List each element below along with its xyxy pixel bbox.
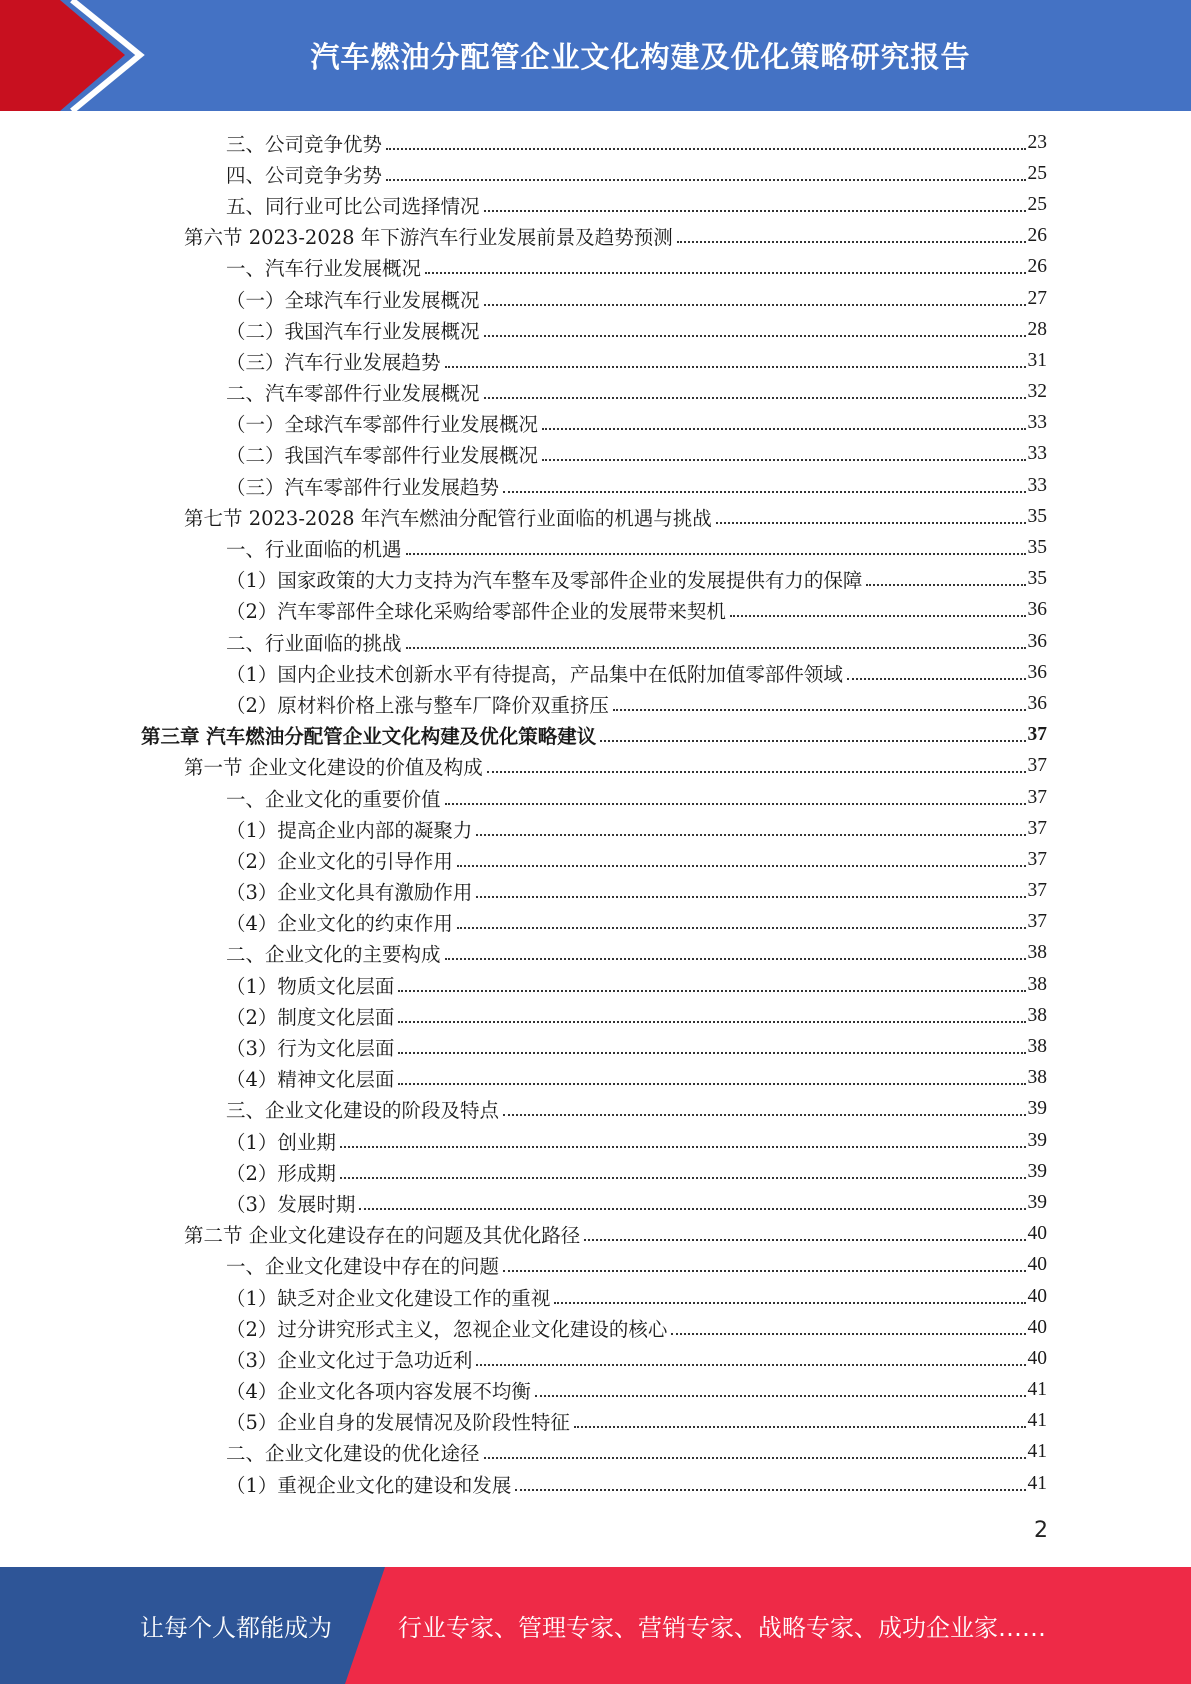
toc-entry-page: 41 (1027, 1410, 1047, 1432)
toc-entry[interactable] (226, 532, 1047, 563)
toc-dot-leader (503, 1114, 1025, 1116)
toc-entry-label: （2）形成期 (226, 1161, 336, 1185)
page-number: 2 (1034, 1518, 1048, 1543)
toc-entry-label: 五、同行业可比公司选择情况 (226, 194, 480, 218)
toc-dot-leader (445, 366, 1026, 368)
toc-dot-leader (406, 553, 1026, 555)
toc-entry-page: 39 (1027, 1160, 1047, 1182)
toc-entry-label: （三）汽车零部件行业发展趋势 (226, 475, 500, 499)
toc-entry-page: 38 (1027, 1036, 1047, 1058)
toc-dot-leader (484, 397, 1026, 399)
toc-dot-leader (406, 647, 1026, 649)
toc-entry-page: 41 (1027, 1379, 1047, 1401)
toc-entry-label: 二、企业文化建设的优化途径 (226, 1442, 480, 1466)
toc-dot-leader (425, 272, 1025, 274)
toc-entry-label: （一）全球汽车零部件行业发展概况 (226, 413, 539, 437)
toc-dot-leader (398, 1021, 1025, 1023)
toc-dot-leader (613, 709, 1026, 711)
toc-entry-page: 39 (1027, 1129, 1047, 1151)
toc-entry-label: （二）我国汽车零部件行业发展概况 (226, 444, 539, 468)
toc-dot-leader (476, 896, 1025, 898)
toc-entry[interactable] (184, 1219, 1047, 1250)
toc-entry-page: 40 (1027, 1347, 1047, 1369)
toc-entry[interactable] (226, 252, 1047, 283)
toc-entry-label: （1）物质文化层面 (226, 974, 395, 998)
toc-entry[interactable] (184, 221, 1047, 252)
toc-dot-leader (398, 990, 1025, 992)
toc-dot-leader (484, 1457, 1026, 1459)
toc-entry-label: 一、汽车行业发展概况 (226, 257, 422, 281)
toc-dot-leader (476, 1364, 1025, 1366)
toc-entry[interactable] (226, 1156, 1047, 1187)
footer-slogan-left: 让每个人都能成为 (140, 1614, 332, 1642)
toc-dot-leader (503, 1270, 1025, 1272)
toc-entry-page: 28 (1027, 318, 1047, 340)
toc-entry-label: （1）国内企业技术创新水平有待提高，产品集中在低附加值零部件领域 (226, 662, 843, 686)
toc-entry[interactable] (226, 1187, 1047, 1218)
toc-entry-label: （4）精神文化层面 (226, 1068, 395, 1092)
toc-entry-label: （1）提高企业内部的凝聚力 (226, 818, 473, 842)
toc-entry[interactable] (226, 1000, 1047, 1031)
toc-entry-page: 38 (1027, 973, 1047, 995)
toc-dot-leader (340, 1146, 1026, 1148)
toc-entry-page: 36 (1027, 630, 1047, 652)
toc-entry[interactable] (226, 377, 1047, 408)
toc-entry-page: 36 (1027, 692, 1047, 714)
table-of-contents (0, 127, 1191, 1499)
toc-entry[interactable] (141, 720, 1047, 751)
toc-entry-page: 37 (1027, 911, 1047, 933)
toc-entry-page: 38 (1027, 1067, 1047, 1089)
toc-entry-page: 26 (1027, 225, 1047, 247)
toc-dot-leader (487, 771, 1026, 773)
toc-entry-page: 35 (1027, 505, 1047, 527)
toc-entry[interactable] (226, 813, 1047, 844)
toc-dot-leader (484, 210, 1026, 212)
toc-entry[interactable] (226, 1094, 1047, 1125)
toc-dot-leader (866, 584, 1025, 586)
toc-entry-page: 37 (1027, 817, 1047, 839)
toc-entry-page: 40 (1027, 1223, 1047, 1245)
toc-dot-leader (677, 241, 1026, 243)
toc-entry-page: 41 (1027, 1472, 1047, 1494)
toc-entry-label: （2）原材料价格上涨与整车厂降价双重挤压 (226, 693, 609, 717)
toc-entry[interactable] (226, 470, 1047, 501)
toc-dot-leader (476, 834, 1025, 836)
header-arrow-decoration (0, 0, 160, 111)
toc-entry-label: （2）过分讲究形式主义，忽视企业文化建设的核心 (226, 1317, 668, 1341)
toc-dot-leader (515, 1489, 1025, 1491)
toc-entry[interactable] (226, 657, 1047, 688)
toc-dot-leader (542, 428, 1025, 430)
toc-entry[interactable] (226, 1343, 1047, 1374)
toc-entry-page: 37 (1027, 786, 1047, 808)
toc-entry[interactable] (226, 283, 1047, 314)
toc-dot-leader (386, 148, 1025, 150)
toc-entry-label: （三）汽车行业发展趋势 (226, 350, 441, 374)
toc-entry-page: 40 (1027, 1285, 1047, 1307)
toc-dot-leader (584, 1239, 1025, 1241)
toc-entry[interactable] (226, 564, 1047, 595)
toc-entry-label: 一、行业面临的机遇 (226, 538, 402, 562)
toc-entry[interactable] (226, 969, 1047, 1000)
report-title: 汽车燃油分配管企业文化构建及优化策略研究报告 (310, 40, 971, 74)
toc-entry-label: 二、汽车零部件行业发展概况 (226, 382, 480, 406)
header-red-arrow (0, 0, 125, 111)
toc-entry-page: 37 (1027, 724, 1047, 746)
toc-dot-leader (554, 1302, 1025, 1304)
toc-entry-label: （2）汽车零部件全球化采购给零部件企业的发展带来契机 (226, 600, 726, 624)
toc-dot-leader (671, 1333, 1025, 1335)
toc-entry[interactable] (226, 938, 1047, 969)
toc-entry-page: 33 (1027, 443, 1047, 465)
toc-dot-leader (847, 678, 1026, 680)
toc-entry-label: 二、行业面临的挑战 (226, 631, 402, 655)
report-header (0, 0, 1191, 111)
toc-entry-page: 38 (1027, 942, 1047, 964)
toc-entry-label: 二、企业文化的主要构成 (226, 943, 441, 967)
toc-entry-page: 36 (1027, 661, 1047, 683)
toc-entry[interactable] (226, 1281, 1047, 1312)
toc-entry-page: 25 (1027, 193, 1047, 215)
toc-entry-page: 35 (1027, 537, 1047, 559)
toc-entry[interactable] (226, 1437, 1047, 1468)
toc-entry[interactable] (226, 876, 1047, 907)
toc-entry-label: （4）企业文化各项内容发展不均衡 (226, 1380, 531, 1404)
toc-entry[interactable] (226, 782, 1047, 813)
toc-dot-leader (503, 491, 1025, 493)
toc-entry[interactable] (226, 907, 1047, 938)
toc-entry-page: 39 (1027, 1098, 1047, 1120)
toc-entry-label: 四、公司竞争劣势 (226, 163, 383, 187)
toc-entry-label: 第三章 汽车燃油分配管企业文化构建及优化策略建议 (141, 725, 597, 749)
toc-entry-label: （3）企业文化过于急功近利 (226, 1348, 473, 1372)
toc-entry-page: 32 (1027, 381, 1047, 403)
toc-entry[interactable] (226, 439, 1047, 470)
toc-entry-page: 26 (1027, 256, 1047, 278)
toc-entry[interactable] (226, 595, 1047, 626)
toc-entry[interactable] (226, 626, 1047, 657)
toc-entry-page: 27 (1027, 287, 1047, 309)
toc-entry[interactable] (226, 314, 1047, 345)
toc-entry-page: 36 (1027, 599, 1047, 621)
toc-entry-label: 三、公司竞争优势 (226, 132, 383, 156)
toc-entry-label: 第七节 2023-2028 年汽车燃油分配管行业面临的机遇与挑战 (184, 506, 712, 530)
toc-entry-page: 31 (1027, 349, 1047, 371)
toc-entry-label: （1）创业期 (226, 1130, 336, 1154)
report-footer (0, 1567, 1191, 1684)
toc-entry-label: 第二节 企业文化建设存在的问题及其优化路径 (184, 1224, 581, 1248)
toc-entry-page: 25 (1027, 162, 1047, 184)
footer-slogan-right: 行业专家、管理专家、营销专家、战略专家、成功企业家…… (398, 1614, 1046, 1642)
toc-dot-leader (600, 740, 1025, 742)
toc-dot-leader (457, 865, 1026, 867)
toc-entry-label: 第六节 2023-2028 年下游汽车行业发展前景及趋势预测 (184, 226, 673, 250)
toc-entry[interactable] (226, 1250, 1047, 1281)
toc-entry-page: 39 (1027, 1191, 1047, 1213)
toc-dot-leader (359, 1208, 1025, 1210)
toc-entry-page: 35 (1027, 568, 1047, 590)
toc-entry-label: （3）企业文化具有激励作用 (226, 881, 473, 905)
toc-entry-page: 41 (1027, 1441, 1047, 1463)
toc-entry[interactable] (226, 1125, 1047, 1156)
toc-dot-leader (484, 335, 1026, 337)
toc-dot-leader (716, 522, 1026, 524)
toc-entry-label: 一、企业文化的重要价值 (226, 787, 441, 811)
toc-dot-leader (484, 304, 1026, 306)
toc-dot-leader (398, 1083, 1025, 1085)
toc-entry-page: 33 (1027, 474, 1047, 496)
toc-entry[interactable] (226, 1312, 1047, 1343)
toc-entry[interactable] (184, 751, 1047, 782)
toc-entry[interactable] (226, 127, 1047, 158)
toc-entry[interactable] (226, 688, 1047, 719)
toc-entry-label: （3）发展时期 (226, 1192, 356, 1216)
toc-entry[interactable] (226, 1468, 1047, 1499)
toc-entry-page: 23 (1027, 131, 1047, 153)
toc-entry-page: 40 (1027, 1316, 1047, 1338)
toc-entry-page: 40 (1027, 1254, 1047, 1276)
toc-dot-leader (445, 958, 1026, 960)
toc-entry[interactable] (226, 844, 1047, 875)
toc-entry-page: 37 (1027, 880, 1047, 902)
toc-dot-leader (445, 803, 1026, 805)
toc-entry[interactable] (226, 189, 1047, 220)
toc-entry-label: （1）国家政策的大力支持为汽车整车及零部件企业的发展提供有力的保障 (226, 569, 863, 593)
toc-entry[interactable] (226, 1406, 1047, 1437)
toc-entry-label: （4）企业文化的约束作用 (226, 912, 453, 936)
toc-entry-label: （一）全球汽车行业发展概况 (226, 288, 480, 312)
toc-dot-leader (398, 1052, 1025, 1054)
toc-dot-leader (730, 615, 1026, 617)
toc-entry-label: 三、企业文化建设的阶段及特点 (226, 1099, 500, 1123)
toc-entry-page: 38 (1027, 1004, 1047, 1026)
toc-dot-leader (457, 927, 1026, 929)
toc-entry-label: 一、企业文化建设中存在的问题 (226, 1255, 500, 1279)
toc-entry-label: （2）企业文化的引导作用 (226, 849, 453, 873)
toc-dot-leader (542, 459, 1025, 461)
toc-entry[interactable] (226, 158, 1047, 189)
toc-entry-label: （1）重视企业文化的建设和发展 (226, 1473, 512, 1497)
toc-entry-label: （2）制度文化层面 (226, 1005, 395, 1029)
toc-entry-page: 37 (1027, 848, 1047, 870)
toc-entry[interactable] (226, 1031, 1047, 1062)
toc-entry[interactable] (184, 501, 1047, 532)
toc-entry-label: 第一节 企业文化建设的价值及构成 (184, 756, 483, 780)
toc-dot-leader (340, 1177, 1026, 1179)
toc-entry-page: 37 (1027, 755, 1047, 777)
toc-entry-label: （3）行为文化层面 (226, 1037, 395, 1061)
toc-entry[interactable] (226, 1375, 1047, 1406)
toc-entry[interactable] (226, 408, 1047, 439)
toc-entry-label: （5）企业自身的发展情况及阶段性特征 (226, 1411, 570, 1435)
toc-entry-label: （二）我国汽车行业发展概况 (226, 319, 480, 343)
toc-dot-leader (386, 179, 1025, 181)
toc-entry-page: 33 (1027, 412, 1047, 434)
toc-entry[interactable] (226, 345, 1047, 376)
toc-dot-leader (574, 1426, 1026, 1428)
toc-entry[interactable] (226, 1063, 1047, 1094)
toc-dot-leader (535, 1395, 1026, 1397)
toc-entry-label: （1）缺乏对企业文化建设工作的重视 (226, 1286, 551, 1310)
